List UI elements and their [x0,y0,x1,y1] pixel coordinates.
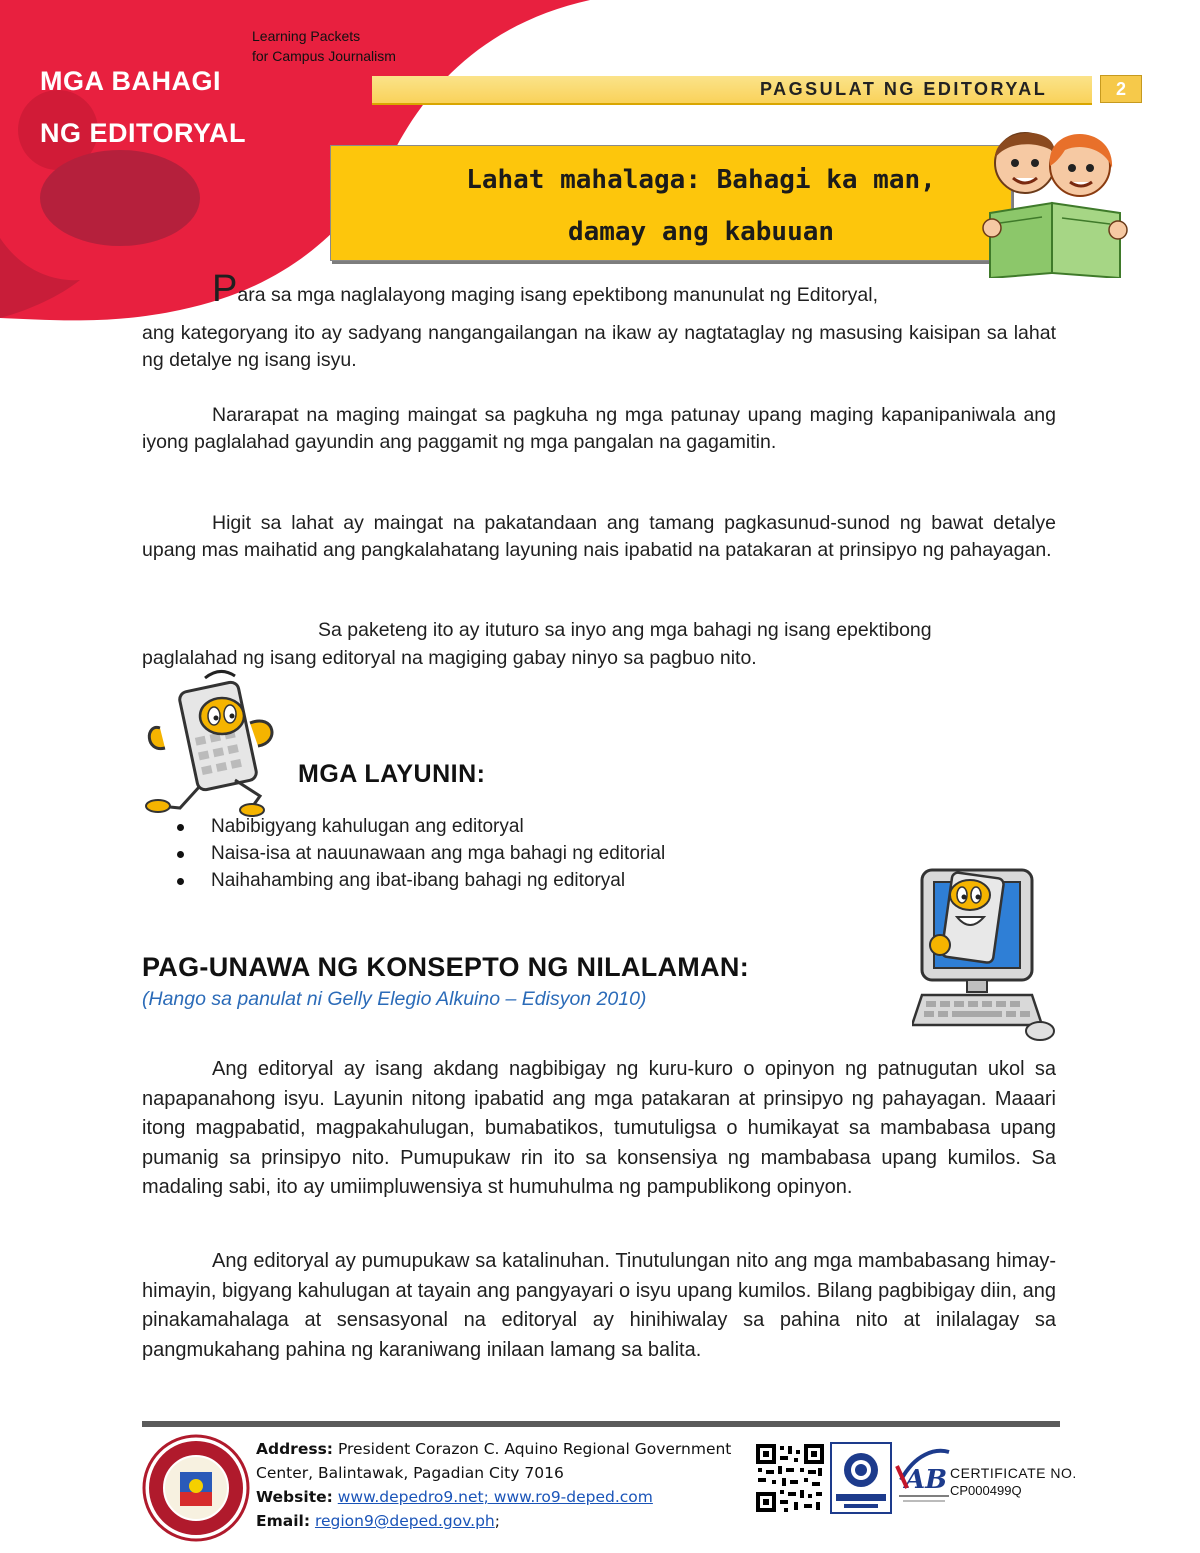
header-title: PAGSULAT NG EDITORYAL [760,79,1048,99]
qr-code-icon [754,1442,826,1514]
website-line [256,1486,653,1509]
email-line [256,1510,500,1533]
website-link[interactable]: www.depedro9.net; www.ro9-deped.com [337,1488,653,1506]
corner-title-line2: NG EDITORYAL [40,118,247,148]
email-link[interactable]: region9@deped.gov.ph [314,1512,495,1530]
concept-title: PAG-UNAWA NG KONSEPTO NG NILALAMAN: [142,952,749,982]
kids-reading-book-icon [980,118,1130,278]
bullet-icon [177,824,184,831]
corner-title-line1: MGA BAHAGI [40,66,221,96]
intro-paragraph-4-line1: Sa paketeng ito ay ituturo sa inyo ang mga bahagi ng isang epektibong [318,619,932,641]
certificate-number: CP000499Q [950,1483,1022,1498]
socotec-logo-icon [830,1442,892,1514]
concept-source: (Hango sa panulat ni Gelly Elegio Alkuino – Edisyon 2010) [142,988,647,1010]
intro-first-line-text: ara sa mga naglalayong maging isang epektibong manunulat ng Editoryal, [237,284,879,306]
svg-text:AB: AB [905,1465,948,1495]
computer-mascot-icon [912,855,1062,1045]
address-line1 [256,1438,731,1461]
tagline [331,154,1071,258]
intro-first-line [212,270,1062,308]
iab-logo-icon [895,1444,953,1508]
objective-item [175,813,665,840]
objective-text: Naisa-isa at nauunawaan ang mga bahagi ng editorial [211,843,666,864]
series-label-line2: for Campus Journalism [252,48,396,64]
intro-paragraph-2: Nararapat na maging maingat sa pagkuha ng mga patunay upang maging kapanipaniwala ang iyong paglalahad gayundin ang paggamit ng mga pangalan na gagamitin. [142,404,1056,453]
objective-item [175,867,665,894]
objective-text: Naihahambing ang ibat-ibang bahagi ng editoryal [211,870,626,891]
concept-paragraph-2: Ang editoryal ay pumupukaw sa katalinuhan. Tinutulungan nito ang mga mambabasang himay-himayin, bigyang kahulugan at tayain ang pangyayari o isyu upang kumilos. Bilang pagbibigay diin, ang pinakamahalaga at sensasyonal na editoryal ay hinihiwalay sa pahina nito at inilalagay sa pangmukahang pahina ng karaniwang inilaan lamang sa balita. [142,1250,1056,1361]
objective-text: Nabibigyang kahulugan ang editoryal [211,816,524,837]
address-line2: Center, Balintawak, Pagadian City 7016 [256,1464,564,1482]
objective-item [175,840,665,867]
bullet-icon [177,878,184,885]
address-label: Address: [256,1440,333,1458]
concept-paragraph-1: Ang editoryal ay isang akdang nagbibigay ng kuru-kuro o opinyon ng patnugutan ukol sa napapanahong isyu. Layunin nitong ipabatid ang mga patakaran at prinsipyo ng pahayagan. Maaari itong magpabatid, magpakahulugan, bumabatikos, tumutuligsa o humikayat sa mambabasa upang pumanig sa prinsipyo nito. Pumupukaw rin ito sa konsensiya ng mambabasa upang kumilos. Sa madaling sabi, ito ay umiimpluwensiya st humuhulma ng pampublikong opinyon. [142,1058,1056,1198]
objectives-list [175,813,665,894]
tagline-line1: Lahat mahalaga: Bahagi ka man, [466,165,936,195]
objectives-title: MGA LAYUNIN: [298,760,486,788]
tagline-box [330,145,1012,261]
certificate-label: CERTIFICATE NO. [950,1465,1077,1481]
series-label-line1: Learning Packets [252,28,361,44]
page-number: 2 [1100,75,1142,103]
running-calculator-mascot-icon [140,668,290,818]
drop-cap: P [212,268,238,310]
footer-rule [142,1421,1060,1427]
bullet-icon [177,851,184,858]
email-suffix: ; [494,1512,500,1530]
deped-seal-icon [142,1434,250,1542]
intro-paragraph-3: Higit sa lahat ay maingat na pakatandaan ang tamang pagkasunud-sunod ng bawat detalye upang mas maihatid ang pangkalahatang layuning nais ipabatid na patakaran at prinsipyo ng pahayagan. [142,512,1056,561]
intro-paragraph-1-rest: ang kategoryang ito ay sadyang nangangailangan na ikaw ay nagtataglay ng masusing kaisipan sa lahat ng detalye ng isang isyu. [142,322,1056,371]
intro-paragraph-4-line2: paglalahad ng isang editoryal na magiging gabay ninyo sa pagbuo nito. [142,647,757,669]
email-label: Email: [256,1512,311,1530]
tagline-line2: damay ang kabuuan [567,217,835,247]
address-text-line1: President Corazon C. Aquino Regional Government [337,1440,732,1458]
website-label: Website: [256,1488,333,1506]
